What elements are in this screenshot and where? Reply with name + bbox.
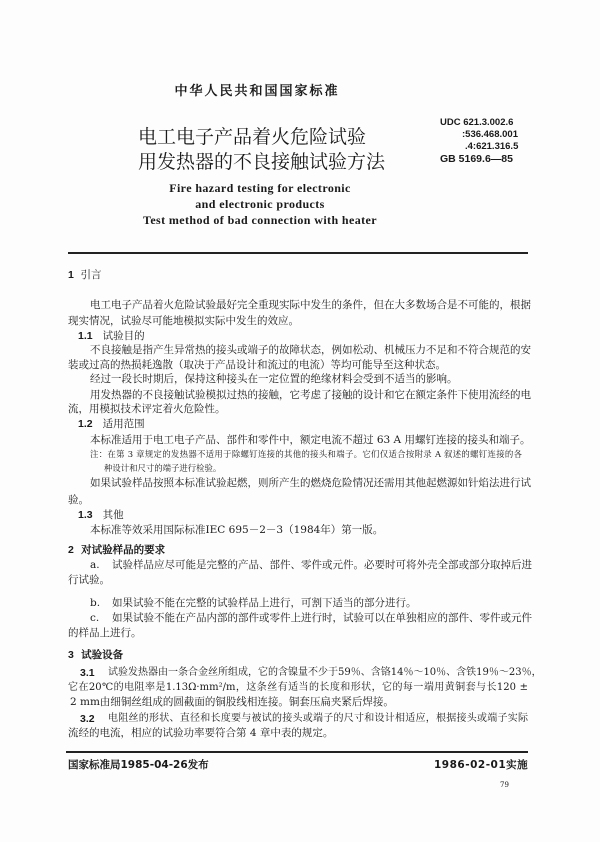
issuing-country-header: 中华人民共和国国家标准 xyxy=(174,84,340,99)
paragraph-line: 它在20℃的电阻率是1.13Ω·mm²/m，这条丝有适当的长度和形状，它的每一端用黄铜套与长120 ± xyxy=(68,682,528,693)
section-number: 1.3 xyxy=(78,509,93,521)
paragraph-line: 流经的电流，相应的试验功率要符合第 4 章中表的规定。 xyxy=(68,727,334,739)
paragraph-line: 本标准等效采用国际标准IEC 695－2－3（1984年）第一版。 xyxy=(90,524,384,536)
title-en-line2: and electronic products xyxy=(195,197,325,211)
list-marker: a. xyxy=(90,559,100,571)
page-number: 79 xyxy=(500,781,509,789)
section-number: 3 xyxy=(68,649,74,661)
footer-divider xyxy=(66,751,528,753)
title-en-line3: Test method of bad connection with heater xyxy=(143,213,377,227)
section-number: 1.1 xyxy=(78,330,93,342)
note-line: 种设计和尺寸的端子进行检验。 xyxy=(104,463,222,473)
header-divider xyxy=(68,252,528,254)
section-title: 其他 xyxy=(102,509,124,521)
issue-date: 国家标准局1985-04-26发布 xyxy=(68,759,209,771)
title-en-line1: Fire hazard testing for electronic xyxy=(169,181,351,195)
section-1-3-heading xyxy=(78,508,124,522)
paragraph-line: 如果试验不能在产品内部的部件或零件上进行时，试验可以在单独相应的部件、零件或元件 xyxy=(112,612,532,624)
gb-standard-number: GB 5169.6—85 xyxy=(440,153,513,165)
section-3-heading xyxy=(68,648,123,662)
paragraph-line: 不良接触是指产生异常热的接头或端子的故障状态，例如松动、机械压力不足和不符合规范的安 xyxy=(90,344,531,356)
paragraph-line: 电工电子产品着火危险试验最好完全重现实际中发生的条件，但在大多数场合是不可能的，根据 xyxy=(90,299,531,311)
paragraph-line: 流，用模拟技术评定着火危险性。 xyxy=(68,403,226,415)
udc-code: UDC 621.3.002.6 xyxy=(440,117,514,128)
paragraph-line: 的样品上进行。 xyxy=(68,627,142,639)
clause-number: 3.2 xyxy=(80,713,95,725)
section-number: 1 xyxy=(68,269,74,281)
list-marker: c. xyxy=(90,612,100,624)
paragraph-line: 2 mm由细铜丝组成的圆截面的铜股线相连接。铜套压扁夹紧后焊接。 xyxy=(70,696,394,708)
udc-code-2: :536.468.001 xyxy=(462,129,518,140)
title-cn-line2: 用发热器的不良接触试验方法 xyxy=(138,151,386,173)
title-cn-line1: 电工电子产品着火危险试验 xyxy=(138,126,367,148)
paragraph-line: 如果试验样品按照本标准试验起燃，则所产生的燃烧危险情况还需用其他起燃源如针焰法进行试 xyxy=(90,477,531,489)
section-title: 试验设备 xyxy=(81,649,124,661)
paragraph-line: 电阻丝的形状、直径和长度要与被试的接头或端子的尺寸和设计相适应，根据接头或端子实际 xyxy=(108,713,528,724)
paragraph-line: 试验样品应尽可能是完整的产品、部件、零件或元件。必要时可将外壳全部或部分取掉后进 xyxy=(112,559,532,571)
paragraph-line: 行试验。 xyxy=(68,574,110,586)
paragraph-line: 现实情况，试验尽可能地模拟实际中发生的效应。 xyxy=(68,315,299,327)
clause-number: 3.1 xyxy=(80,667,95,679)
section-title: 试验目的 xyxy=(102,330,145,342)
paragraph-line: 经过一段长时期后，保持这种接头在一定位置的绝缘材料会受到不适当的影响。 xyxy=(90,373,458,385)
udc-code-3: .4:621.316.5 xyxy=(465,141,519,152)
paragraph-line: 试验发热器由一条合金丝所组成，它的含镍量不少于59％、含铬14％～10％、含铁19％～23％， xyxy=(108,667,542,678)
section-title: 适用范围 xyxy=(102,418,145,430)
note-line: 注：在第 3 章规定的发热器不适用于除螺钉连接的其他的接头和端子。它们仅适合按附录 A 叙述的螺钉连接的各 xyxy=(90,449,522,459)
paragraph-line: 装或过高的热损耗逸散（取决于产品设计和流过的电流）等均可能导至这种状态。 xyxy=(68,359,446,371)
section-1-1-heading xyxy=(78,329,145,343)
effective-date: 1986-02-01实施 xyxy=(434,759,529,771)
paragraph-line: 本标准适用于电工电子产品、部件和零件中，额定电流不超过 63 A 用螺钉连接的接头和端子。 xyxy=(90,434,531,446)
paragraph-line: 如果试验不能在完整的试验样品上进行，可割下适当的部分进行。 xyxy=(112,597,417,609)
section-number: 2 xyxy=(68,544,74,556)
section-title: 引言 xyxy=(80,269,102,281)
section-title: 对试验样品的要求 xyxy=(81,544,166,556)
list-marker: b. xyxy=(90,597,101,609)
section-number: 1.2 xyxy=(78,418,93,430)
section-1-2-heading xyxy=(78,417,145,431)
section-2-heading xyxy=(68,543,165,557)
paragraph-line: 用发热器的不良接触试验模拟过热的接触，它考虑了接触的设计和它在额定条件下使用流经的电 xyxy=(90,389,531,401)
paragraph-line: 验。 xyxy=(68,494,89,506)
section-1-heading xyxy=(68,268,102,282)
